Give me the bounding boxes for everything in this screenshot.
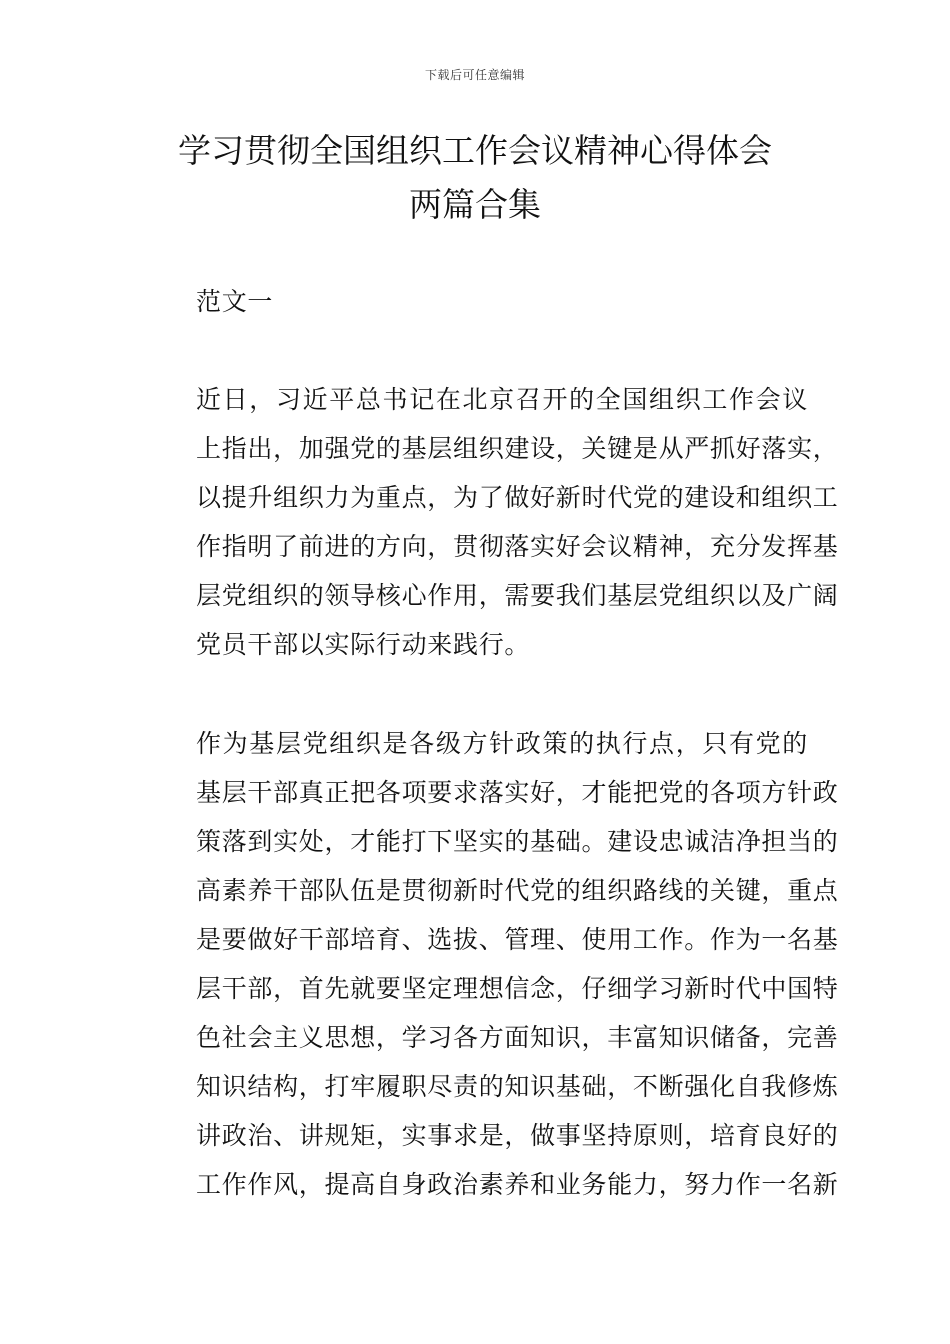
title-line-2: 两篇合集 <box>409 185 541 224</box>
paragraph-line: 层干部，首先就要坚定理想信念，仔细学习新时代中国特 <box>196 974 839 1003</box>
paragraph-line: 高素养干部队伍是贯彻新时代党的组织路线的关键，重点 <box>196 876 839 905</box>
paragraph-line: 色社会主义思想，学习各方面知识，丰富知识储备，完善 <box>196 1023 839 1052</box>
paragraph-line: 党员干部以实际行动来践行。 <box>196 630 531 659</box>
document-title <box>100 124 850 232</box>
paragraph-line: 基层干部真正把各项要求落实好，才能把党的各项方针政 <box>196 778 839 807</box>
paragraph-line: 作指明了前进的方向，贯彻落实好会议精神，充分发挥基 <box>196 532 839 561</box>
section-label: 范文一 <box>196 287 274 316</box>
header-note: 下载后可任意编辑 <box>424 68 525 82</box>
paragraph-line: 近日，习近平总书记在北京召开的全国组织工作会议 <box>196 385 808 414</box>
paragraph-line: 层党组织的领导核心作用，需要我们基层党组织以及广阔 <box>196 581 839 610</box>
paragraph-line: 工作作风，提高自身政治素养和业务能力，努力作一名新 <box>196 1170 839 1199</box>
paragraph-line: 讲政治、讲规矩，实事求是，做事坚持原则，培育良好的 <box>196 1121 839 1150</box>
paragraph-1 <box>146 375 839 669</box>
paragraph-line: 上指出，加强党的基层组织建设，关键是从严抓好落实， <box>196 434 839 463</box>
paragraph-line: 策落到实处，才能打下坚实的基础。建设忠诚洁净担当的 <box>196 827 839 856</box>
paragraph-2 <box>146 719 839 1209</box>
paragraph-line: 是要做好干部培育、选拔、管理、使用工作。作为一名基 <box>196 925 839 954</box>
paragraph-line: 知识结构，打牢履职尽责的知识基础，不断强化自我修炼 <box>196 1072 839 1101</box>
paragraph-line: 以提升组织力为重点，为了做好新时代党的建设和组织工 <box>196 483 839 512</box>
paragraph-line: 作为基层党组织是各级方针政策的执行点，只有党的 <box>196 729 808 758</box>
title-line-1: 学习贯彻全国组织工作会议精神心得体会 <box>178 131 772 170</box>
